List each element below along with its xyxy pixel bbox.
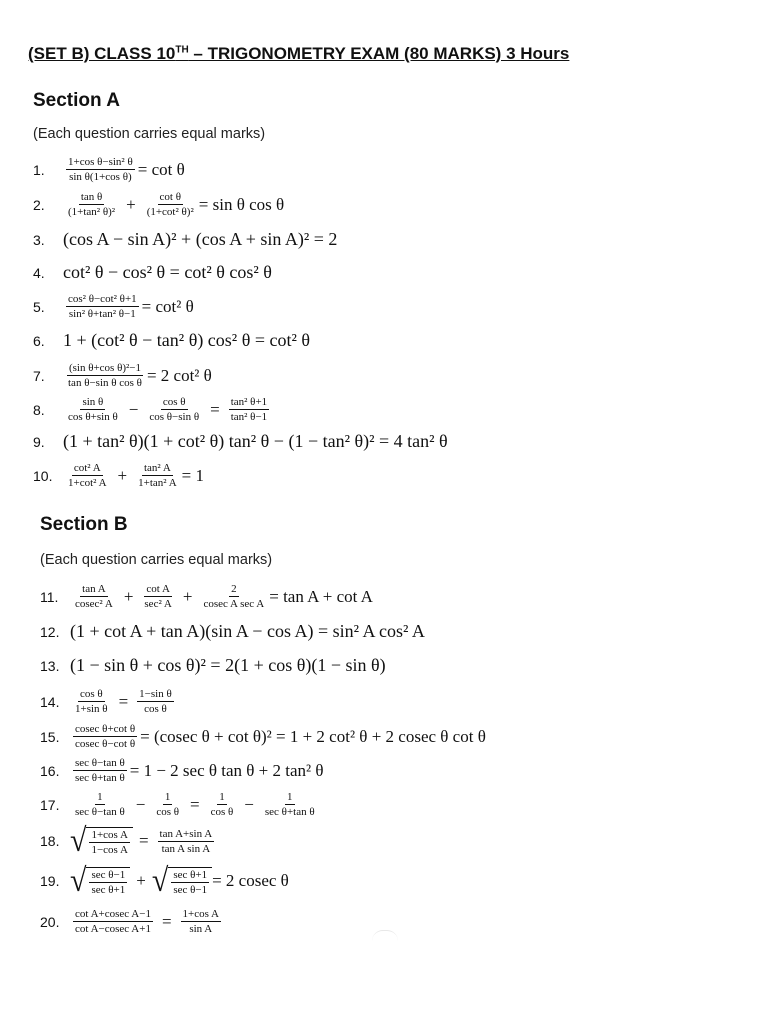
numerator: tan A (82, 583, 106, 595)
numerator: 1−sin θ (139, 688, 172, 700)
question-number: 16. (40, 762, 60, 779)
denominator: 1+tan² A (138, 477, 177, 489)
fraction (158, 828, 215, 855)
question-number: 11. (40, 588, 59, 605)
title-superscript: TH (175, 44, 189, 56)
denominator: sin A (189, 923, 213, 935)
radical-sign: √ (70, 822, 87, 859)
fraction (181, 908, 221, 935)
numerator: sec θ−1 (91, 868, 126, 881)
question-number: 20. (40, 913, 60, 930)
question-9 (33, 431, 448, 452)
numerator: 1 (287, 791, 293, 803)
numerator: cot A+cosec A−1 (75, 908, 151, 920)
numerator: cot² A (73, 462, 101, 474)
question-14 (40, 688, 177, 715)
fraction (154, 791, 181, 818)
numerator: cosec θ+cot θ (75, 723, 136, 735)
denominator: cosec² A (75, 598, 113, 610)
section-a-heading: Section A (33, 90, 120, 111)
numerator: (sin θ+cos θ)²−1 (68, 362, 142, 374)
fraction (66, 293, 139, 320)
question-number: 17. (40, 796, 60, 813)
question-4 (33, 262, 272, 283)
fraction (137, 688, 174, 715)
fraction (263, 791, 317, 818)
denominator: cos θ−sin θ (149, 411, 200, 423)
equals-sign: = (161, 911, 172, 931)
question-number: 10. (33, 467, 53, 484)
numerator: cot A (146, 583, 170, 595)
denominator: cosec θ−cot θ (75, 738, 136, 750)
question-number: 7. (33, 367, 45, 384)
equation: (1 − sin θ + cos θ)² = 2(1 + cos θ)(1 − sin θ) (70, 655, 386, 675)
equation: (1 + tan² θ)(1 + cot² θ) tan² θ − (1 − tan² θ)² = 4 tan² θ (63, 431, 448, 451)
operator: − (135, 794, 146, 814)
section-b-heading: Section B (40, 514, 128, 535)
denominator: cosec A sec A (203, 598, 265, 610)
equals-sign: = (138, 831, 149, 850)
fraction (73, 757, 127, 784)
title-main: (SET B) CLASS 10 (28, 44, 176, 63)
fraction (89, 829, 129, 856)
question-12 (40, 621, 425, 642)
numerator: cos θ (79, 688, 103, 700)
question-16 (40, 757, 324, 784)
question-number: 4. (33, 264, 45, 281)
rhs: = 2 cot² θ (146, 365, 212, 385)
question-number: 8. (33, 401, 45, 418)
question-5 (33, 293, 194, 320)
denominator: tan θ−sin θ cos θ (68, 377, 142, 389)
denominator: tan² θ−1 (230, 411, 268, 423)
rhs: = cot θ (137, 159, 185, 179)
square-root (151, 862, 212, 899)
operator: + (182, 586, 193, 606)
question-19 (40, 862, 289, 899)
fraction (145, 191, 196, 218)
fraction (73, 791, 127, 818)
question-3 (33, 229, 337, 250)
faint-arc-mark (372, 930, 398, 941)
denominator: (1+tan² θ)² (68, 206, 116, 218)
numerator: 1 (164, 791, 171, 803)
operator: − (128, 399, 139, 419)
numerator: sec θ−tan θ (75, 757, 125, 769)
equation: cot² θ − cos² θ = cot² θ cos² θ (63, 262, 272, 282)
question-15 (40, 723, 486, 750)
fraction (147, 396, 201, 423)
numerator: 1+cos A (91, 828, 128, 841)
denominator: sec θ+1 (91, 883, 126, 896)
numerator: 1+cos A (182, 908, 220, 920)
question-17 (40, 791, 320, 818)
question-number: 9. (33, 433, 45, 450)
question-number: 12. (40, 623, 60, 640)
denominator: cos θ (156, 806, 180, 818)
fraction (229, 396, 269, 423)
fraction (66, 156, 135, 183)
question-number: 6. (33, 332, 45, 349)
fraction (89, 869, 127, 896)
rhs: = 1 − 2 sec θ tan θ + 2 tan² θ (129, 760, 324, 780)
question-2 (33, 191, 284, 218)
numerator: sec θ+1 (173, 868, 208, 881)
rhs: = 1 (181, 465, 204, 485)
rhs: = 2 cosec θ (212, 871, 289, 890)
fraction (73, 908, 153, 935)
equals-sign: = (118, 691, 129, 711)
denominator: sec θ+tan θ (264, 806, 315, 818)
section-a-note: (Each question carries equal marks) (33, 126, 266, 142)
fraction (73, 688, 110, 715)
numerator: sin θ (82, 396, 104, 408)
fraction (66, 362, 144, 389)
fraction (142, 583, 173, 610)
denominator: tan A sin A (161, 842, 211, 855)
question-number: 2. (33, 196, 45, 213)
fraction (73, 583, 115, 610)
denominator: cot A−cosec A+1 (75, 923, 151, 935)
numerator: 1 (97, 791, 103, 803)
title-rest: – TRIGONOMETRY EXAM (80 MARKS) 3 Hours (188, 44, 570, 63)
fraction (171, 869, 209, 896)
denominator: sec θ+tan θ (75, 772, 125, 784)
question-13 (40, 655, 386, 676)
question-7 (33, 362, 212, 389)
denominator: 1+cot² A (68, 477, 107, 489)
numerator: tan θ (80, 191, 103, 203)
rhs: = tan A + cot A (269, 586, 373, 606)
operator: + (136, 871, 146, 890)
question-6 (33, 330, 310, 351)
denominator: sec θ−tan θ (75, 806, 125, 818)
numerator: cos² θ−cot² θ+1 (68, 293, 137, 305)
numerator: 1 (219, 791, 225, 803)
square-root (70, 822, 133, 859)
radical-sign: √ (70, 862, 87, 899)
section-b-note: (Each question carries equal marks) (40, 552, 273, 568)
radical-sign: √ (151, 862, 169, 899)
operator: − (244, 794, 254, 814)
question-number: 1. (33, 161, 45, 178)
equation: (cos A − sin A)² + (cos A + sin A)² = 2 (63, 229, 338, 249)
exam-title (28, 44, 569, 64)
denominator: sec² A (144, 598, 172, 610)
numerator: tan² θ+1 (230, 396, 268, 408)
denominator: 1−cos A (91, 843, 128, 856)
equals-sign: = (190, 794, 200, 814)
rhs: = cot² θ (141, 296, 194, 316)
numerator: cos θ (162, 396, 186, 408)
question-number: 15. (40, 728, 60, 745)
denominator: sec θ−1 (173, 883, 208, 896)
numerator: tan² A (143, 462, 171, 474)
denominator: sin² θ+tan² θ−1 (68, 308, 136, 320)
square-root (70, 862, 130, 899)
question-number: 13. (40, 657, 60, 674)
numerator: tan A+sin A (159, 827, 213, 840)
question-number: 3. (33, 231, 45, 248)
equation: 1 + (cot² θ − tan² θ) cos² θ = cot² θ (63, 330, 310, 350)
question-18 (40, 822, 217, 859)
equation: (1 + cot A + tan A)(sin A − cos A) = sin² A cos² A (70, 621, 425, 641)
question-1 (33, 156, 185, 183)
fraction (66, 191, 117, 218)
question-8 (33, 396, 272, 423)
rhs: = (cosec θ + cot θ)² = 1 + 2 cot² θ + 2 cosec θ cot θ (140, 726, 486, 746)
numerator: cot θ (159, 191, 181, 203)
denominator: cos θ (144, 703, 167, 715)
rhs: = sin θ cos θ (198, 194, 285, 214)
fraction (209, 791, 236, 818)
question-number: 19. (40, 873, 60, 889)
operator: + (117, 465, 128, 485)
denominator: (1+cot² θ)² (146, 206, 194, 218)
fraction (66, 396, 120, 423)
denominator: cos θ+sin θ (68, 411, 118, 423)
question-number: 18. (40, 833, 60, 849)
operator: + (126, 194, 136, 214)
denominator: 1+sin θ (75, 703, 108, 715)
numerator: 1+cos θ−sin² θ (68, 156, 133, 168)
question-number: 14. (40, 693, 60, 710)
question-20 (40, 908, 224, 935)
fraction (66, 462, 109, 489)
question-10 (33, 462, 204, 489)
fraction (73, 723, 137, 750)
fraction (201, 583, 266, 610)
question-number: 5. (33, 298, 45, 315)
fraction (136, 462, 179, 489)
operator: + (123, 586, 134, 606)
equals-sign: = (210, 399, 220, 419)
denominator: sin θ(1+cos θ) (69, 171, 132, 183)
denominator: cos θ (210, 806, 234, 818)
numerator: 2 (231, 583, 237, 595)
question-11 (40, 583, 373, 610)
